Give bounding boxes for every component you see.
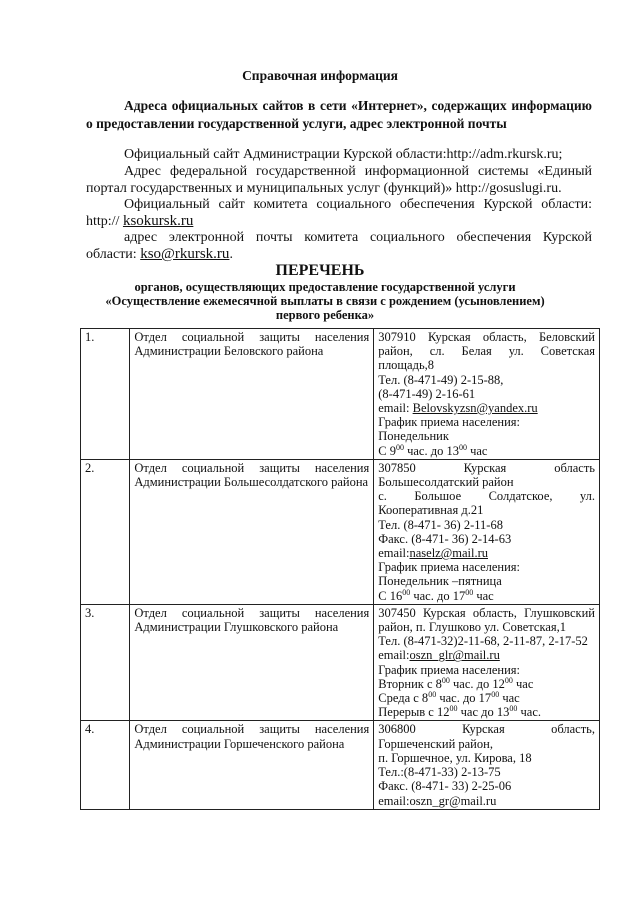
email-line — [378, 648, 595, 662]
hours-sup: 00 — [441, 675, 450, 685]
table-row — [81, 604, 600, 721]
page-title: Справочная информация — [242, 68, 398, 83]
hours-text: час. до 17 — [436, 691, 492, 706]
hours-text: С 16 — [378, 588, 403, 603]
list-title: ПЕРЕЧЕНЬ — [275, 262, 365, 279]
hours-sup: 00 — [458, 442, 467, 452]
hours-sup: 00 — [428, 689, 437, 699]
table-row — [81, 721, 600, 809]
committee-site-link[interactable]: ksokursk.ru — [122, 213, 194, 229]
hours-text: час. до 12 — [449, 676, 505, 691]
hours-text: час — [466, 443, 488, 458]
hours-text: час. до 17 — [410, 588, 466, 603]
email-link[interactable]: Belovskyzsn@yandex.ru — [412, 401, 538, 416]
fax: Факс. (8-471- 36) 2-14-63 — [378, 531, 512, 546]
email-label: email: — [378, 648, 410, 663]
hours-sup: 00 — [449, 704, 458, 714]
schedule-hours — [378, 589, 595, 603]
address: 307910 Курская область, Беловский район, сл. Белая ул. Советская площадь,8 — [378, 330, 595, 373]
email-line — [378, 546, 595, 560]
email-line — [378, 401, 595, 415]
hours-text: час. до 13 — [403, 443, 459, 458]
phone: Тел. (8-471- 36) 2-11-68 — [378, 517, 503, 532]
organization-name: Отдел социальной защиты населения Администрации Большесолдатского района — [130, 459, 374, 604]
address: п. Горшечное, ул. Кирова, 18 — [378, 750, 532, 765]
organizations-table — [80, 328, 600, 810]
hours-text: Перерыв с 12 — [378, 705, 450, 720]
table-row — [81, 459, 600, 604]
contact-info — [374, 721, 600, 809]
email-line: email:oszn_gr@mail.ru — [378, 793, 497, 808]
phone: Тел. (8-471-32)2-11-68, 2-11-87, 2-17-52 — [378, 634, 588, 649]
row-number: 4. — [81, 721, 130, 809]
hours-text: час — [499, 691, 520, 706]
email-link[interactable]: oszn_glr@mail.ru — [409, 648, 500, 663]
hours-text: Среда с 8 — [378, 691, 429, 706]
email-label: email: — [378, 546, 410, 561]
list-subtitle: органов, осуществляющих предоставление государственной услуги «Осуществление ежемесячной выплаты в связи с рождением (усыновлением) первого ребенка» — [105, 280, 545, 322]
row-number: 2. — [81, 459, 130, 604]
hours-sup: 00 — [395, 442, 404, 452]
committee-email-link[interactable]: kso@rkursk.ru — [140, 246, 230, 262]
address: 307850 Курская область — [378, 460, 595, 475]
hours-text: час — [512, 676, 534, 691]
schedule-label: График приема населения: — [378, 560, 521, 575]
address: 306800 Курская область, — [378, 722, 595, 737]
schedule-hours — [378, 691, 595, 705]
address: 307450 Курская область, Глушковский район, п. Глушково ул. Советская,1 — [378, 605, 595, 635]
address: Большесолдатский район — [378, 475, 514, 490]
paragraph-committee-email — [86, 229, 592, 263]
hours-sup: 00 — [465, 587, 474, 597]
phone: Тел.:(8-471-33) 2-13-75 — [378, 765, 501, 780]
hours-text: час до 13 — [457, 705, 510, 720]
address: с. Большое Солдатское, ул. — [378, 489, 595, 504]
phone: Тел. (8-471-49) 2-15-88, — [378, 372, 504, 387]
organization-name: Отдел социальной защиты населения Администрации Беловского района — [130, 329, 374, 460]
committee-site-text: Официальный сайт комитета социального обеспечения Курской области: http:// — [86, 197, 592, 229]
organization-name: Отдел социальной защиты населения Администрации Горшеченского района — [130, 721, 374, 809]
schedule-days: Понедельник –пятница — [378, 574, 502, 589]
hours-text: час. — [517, 705, 541, 720]
schedule-hours — [378, 444, 595, 458]
hours-sup: 00 — [509, 704, 518, 714]
phone: (8-471-49) 2-16-61 — [378, 386, 476, 401]
contact-info — [374, 459, 600, 604]
email-label: email: — [378, 401, 413, 416]
committee-email-text: адрес электронной почты комитета социального обеспечения Курской области: — [86, 230, 592, 262]
hours-text: Вторник с 8 — [378, 676, 442, 691]
schedule-days: Понедельник — [378, 429, 449, 444]
table-row — [81, 329, 600, 460]
committee-email-end: . — [229, 247, 233, 262]
address: Кооперативная д.21 — [378, 503, 484, 518]
paragraph-admin-site: Официальный сайт Администрации Курской области:http://adm.rkursk.ru; — [124, 147, 563, 162]
paragraph-committee-site — [86, 196, 592, 230]
fax: Факс. (8-471- 33) 2-25-06 — [378, 779, 512, 794]
organization-name: Отдел социальной защиты населения Администрации Глушковского района — [130, 604, 374, 721]
row-number: 1. — [81, 329, 130, 460]
schedule-hours — [378, 677, 595, 691]
schedule-label: График приема населения: — [378, 662, 521, 677]
hours-sup: 00 — [402, 587, 411, 597]
section-heading: Адреса официальных сайтов в сети «Интернет», содержащих информацию о предоставлении государственной услуги, адрес электронной почты — [86, 98, 592, 131]
schedule-break — [378, 705, 595, 719]
schedule-label: График приема населения: — [378, 415, 521, 430]
hours-sup: 00 — [491, 689, 500, 699]
row-number: 3. — [81, 604, 130, 721]
contact-info — [374, 604, 600, 721]
paragraph-portal-site: Адрес федеральной государственной информационной системы «Единый портал государственных и муниципальных услуг (функций)» http://gosuslugi.ru. — [86, 164, 592, 196]
address: Горшеченский район, — [378, 736, 493, 751]
hours-text: час — [473, 588, 494, 603]
email-link[interactable]: naselz@mail.ru — [409, 546, 488, 561]
hours-text: С 9 — [378, 443, 396, 458]
contact-info — [374, 329, 600, 460]
hours-sup: 00 — [504, 675, 513, 685]
